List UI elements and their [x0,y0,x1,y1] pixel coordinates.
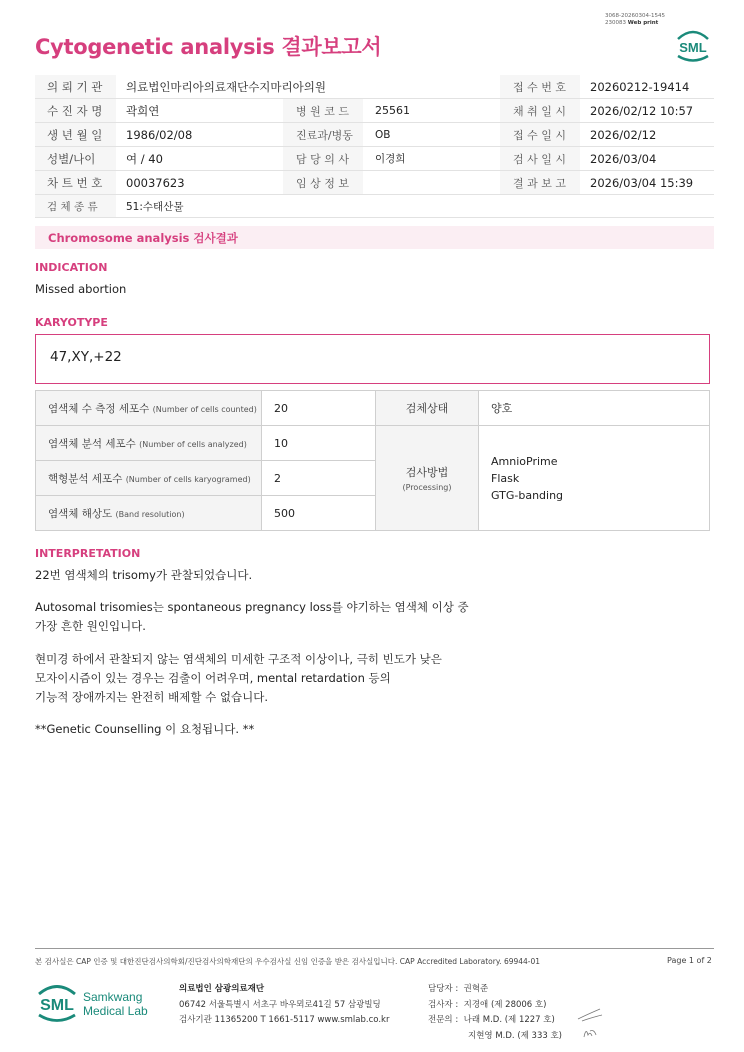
cells-analyzed-label: 염색체 분석 세포수 (Number of cells analyzed) [36,426,262,461]
sml-logo-icon [672,25,714,63]
org-address: 06742 서울특별시 서초구 바우뫼로41길 57 삼광빌딩 [179,999,381,1010]
karyotype-heading: KARYOTYPE [35,316,108,329]
indication-text: Missed abortion [35,282,127,296]
dept-value: OB [363,123,500,147]
section-bar [35,226,714,249]
specimen-label: 검 체 종 류 [35,195,116,218]
dob-label: 생 년 월 일 [35,123,116,147]
doctor-value: 이경희 [363,147,500,171]
report-title: Cytogenetic analysis 결과보고서 [35,35,382,59]
staff-value: 나래 M.D. (제 1227 호) [463,1015,555,1025]
staff-label: 담당자 : [428,984,459,994]
report-label: 결 과 보 고 [500,171,580,195]
cells-counted-value: 20 [262,391,376,426]
received-value: 2026/02/12 [580,123,714,147]
info-row [35,99,714,123]
receipt-no-label: 접 수 번 호 [500,75,580,99]
staff-label: 전문의 : [428,1015,459,1025]
sex-age-value: 여 / 40 [116,147,283,171]
footer-logo-name2: Medical Lab [83,1004,148,1018]
info-row [35,195,714,218]
dept-label: 진료과/병동 [283,123,363,147]
collect-label: 채 취 일 시 [500,99,580,123]
sex-age-label: 성별/나이 [35,147,116,171]
specimen-value: 51:수태산물 [116,195,714,218]
clinical-value [363,171,500,195]
interpretation-p4: **Genetic Counselling 이 요청됩니다. ** [35,722,255,736]
cells-karyogramed-label: 핵형분석 세포수 (Number of cells karyogramed) [36,461,262,496]
band-resolution-label: 염색체 해상도 (Band resolution) [36,496,262,531]
interpretation-p3: 현미경 하에서 관찰되지 않는 염색체의 미세한 구조적 이상이나, 극히 빈도가 낮은 모자이시즘이 있는 경우는 검출이 어려우며, mental retardation 등의 기능적 장애까지는 완전히 배제할 수 없습니다. [35,652,442,704]
patient-info-table [35,75,714,218]
method-value: AmnioPrime [491,454,558,468]
staff-value: 지현영 M.D. (제 333 호) [468,1030,563,1041]
interpretation-p1: 22번 염색체의 trisomy가 관찰되었습니다. [35,568,253,582]
test-date-value: 2026/03/04 [580,147,714,171]
sml-logo-text: SML [679,40,707,55]
clinical-label: 임 상 정 보 [283,171,363,195]
table-row [36,391,710,426]
info-row [35,171,714,195]
karyotype-value: 47,XY,+22 [50,349,122,365]
page-number: Page 1 of 2 [667,956,712,965]
chart-label: 차 트 번 호 [35,171,116,195]
patient-label: 수 진 자 명 [35,99,116,123]
print-meta-code: 230083 [605,20,626,26]
received-label: 접 수 일 시 [500,123,580,147]
accreditation-note: 본 검사실은 CAP 인증 및 대한진단검사의학회/진단검사의학재단의 우수검사실 신임 인증을 받은 검사실입니다. CAP Accredited Laboratory. 69944-01 [35,957,541,966]
chart-value: 00037623 [116,171,283,195]
dob-value: 1986/02/08 [116,123,283,147]
cells-analyzed-value: 10 [262,426,376,461]
org-name: 의료법인 삼광의료재단 [179,984,265,994]
info-row [35,75,714,99]
hospital-code-value: 25561 [363,99,500,123]
organization-info [179,982,389,1029]
indication-heading: INDICATION [35,261,108,274]
method-label: 검사방법 (Processing) [376,426,479,531]
receipt-no-value: 20260212-19414 [580,75,714,99]
staff-label: 검사자 : [428,999,459,1010]
footer-logo-sml: SML [40,997,74,1014]
cells-counted-label: 염색체 수 측정 세포수 (Number of cells counted) [36,391,262,426]
info-row [35,123,714,147]
staff-value: 권혁준 [463,984,489,994]
karyotype-box [35,334,710,384]
requester-label: 의 뢰 기 관 [35,75,116,99]
interpretation-p2: Autosomal trisomies는 spontaneous pregnancy loss를 야기하는 염색체 이상 중 가장 흔한 원인입니다. [35,600,469,633]
doctor-label: 담 당 의 사 [283,147,363,171]
band-resolution-value: 500 [262,496,376,531]
section-title: Chromosome analysis 검사결과 [48,231,238,245]
signature-icon [576,1005,606,1041]
cells-karyogramed-value: 2 [262,461,376,496]
cell-analysis-table [35,390,710,531]
method-value: Flask [491,471,520,485]
method-value: GTG-banding [491,488,564,502]
interpretation-heading: INTERPRETATION [35,547,141,560]
patient-value: 곽희연 [116,99,283,123]
org-contact: 검사기관 11365200 T 1661-5117 www.smlab.co.kr [179,1015,390,1025]
requester-value: 의료법인마리아의료재단수지마리아의원 [116,75,500,99]
footer-logo-name1: Samkwang [83,990,143,1004]
info-row [35,147,714,171]
print-meta-id: 3068-20260304-1545 [605,13,665,19]
specimen-state-value: 양호 [479,391,710,426]
test-date-label: 검 사 일 시 [500,147,580,171]
hospital-code-label: 병 원 코 드 [283,99,363,123]
table-row [36,426,710,461]
staff-info [428,982,562,1044]
specimen-state-label: 검체상태 [376,391,479,426]
collect-value: 2026/02/12 10:57 [580,99,714,123]
staff-value: 지경애 (제 28006 호) [463,999,547,1010]
print-meta-label: Web print [627,20,659,26]
print-meta [605,13,665,27]
report-value: 2026/03/04 15:39 [580,171,714,195]
footer-divider [35,948,714,949]
samkwang-logo-icon [35,980,155,1026]
method-values [479,426,710,531]
